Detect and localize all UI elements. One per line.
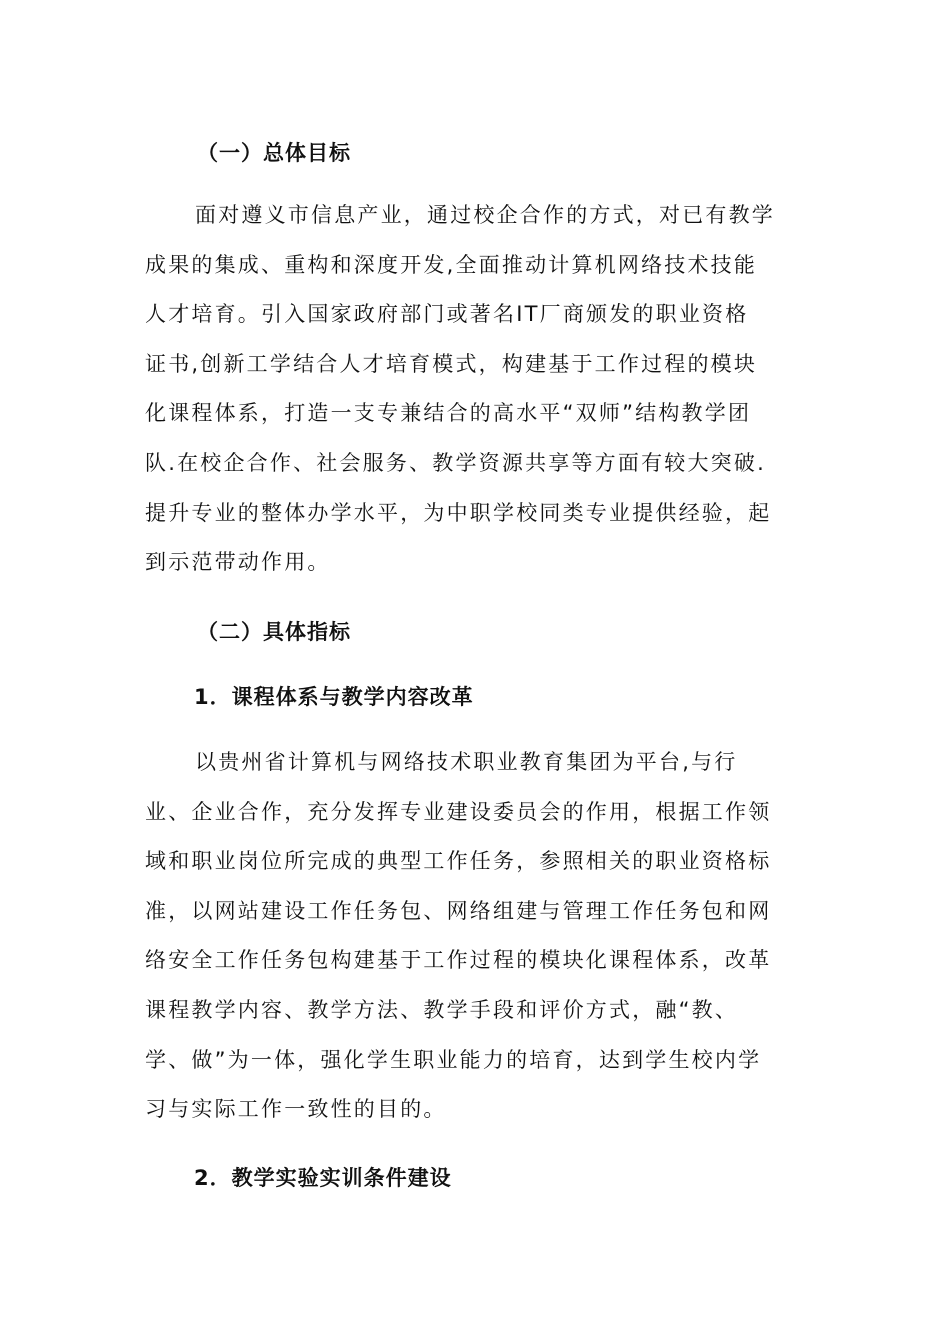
paragraph-curriculum-reform [145,738,805,1135]
text-line: 业、企业合作，充分发挥专业建设委员会的作用，根据工作领 [145,799,772,824]
text-line: 成果的集成、重构和深度开发,全面推动计算机网络技术技能 [145,252,758,277]
subsection-heading-lab-conditions: 2．教学实验实训条件建设 [194,1166,452,1190]
text-line: 准，以网站建设工作任务包、网络组建与管理工作任务包和网 [145,898,772,923]
text-line: 课程教学内容、教学方法、教学手段和评价方式，融“教、 [145,997,739,1022]
text-line: 提升专业的整体办学水平，为中职学校同类专业提供经验，起 [145,500,772,525]
text-line: 人才培育。引入国家政府部门或著名IT厂商颁发的职业资格 [145,302,749,327]
text-line: 习与实际工作一致性的目的。 [145,1097,447,1122]
section-heading-specific-indicators: （二）具体指标 [197,620,351,644]
paragraph-overall-goal [145,191,805,588]
text-line: 化课程体系，打造一支专兼结合的高水平“双师”结构教学团 [145,401,752,426]
section-heading-overall-goal: （一）总体目标 [197,141,351,165]
text-line: 以贵州省计算机与网络技术职业教育集团为平台,与行 [195,750,738,774]
text-line: 证书,创新工学结合人才培育模式，构建基于工作过程的模块 [145,351,758,376]
text-line: 域和职业岗位所完成的典型工作任务，参照相关的职业资格标 [145,849,772,874]
text-line: 队.在校企合作、社会服务、教学资源共享等方面有较大突破. [145,450,766,475]
text-line: 学、做”为一体，强化学生职业能力的培育，达到学生校内学 [145,1047,762,1072]
text-line: 络安全工作任务包构建基于工作过程的模块化课程体系，改革 [145,948,772,973]
text-line: 到示范带动作用。 [145,550,331,575]
subsection-heading-curriculum-reform: 1．课程体系与教学内容改革 [194,685,474,709]
text-line: 面对遵义市信息产业，通过校企合作的方式，对已有教学 [195,203,775,227]
